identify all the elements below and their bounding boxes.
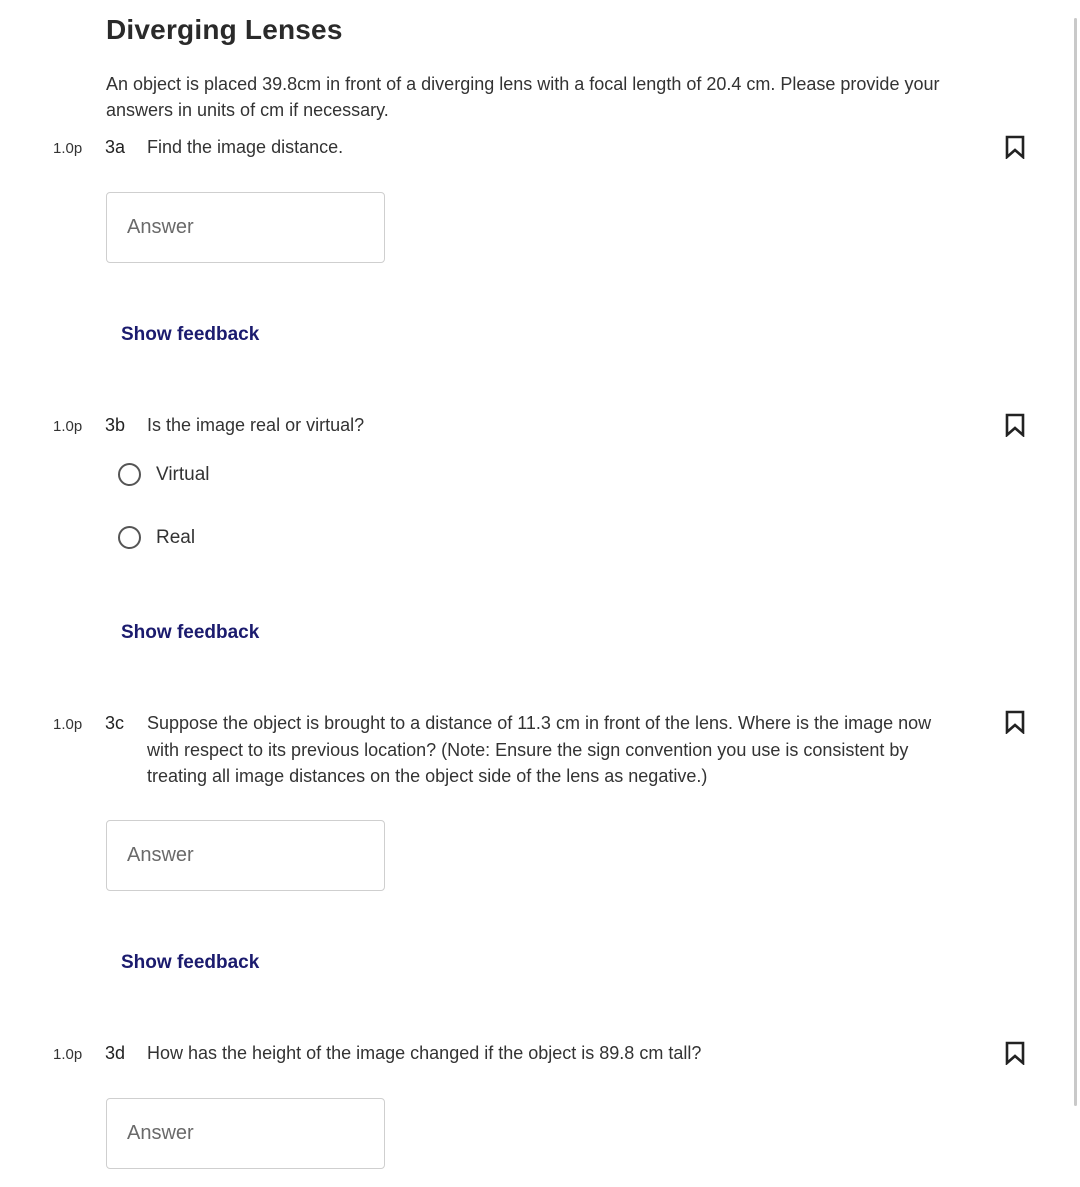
radio-button[interactable] bbox=[118, 526, 141, 549]
points-label: 1.0p bbox=[53, 140, 83, 157]
radio-option-virtual[interactable] bbox=[118, 463, 210, 486]
points-label: 1.0p bbox=[53, 716, 83, 733]
question-text: Suppose the object is brought to a distance of 11.3 cm in front of the lens. Where is the image now with respect to its previous location? (Note: Ensure the sign convention you use is consistent by treating all image distances on the object side of the lens as negative.) bbox=[147, 713, 932, 786]
answer-input[interactable] bbox=[106, 820, 385, 891]
radio-label: Virtual bbox=[156, 463, 210, 485]
problem-intro: An object is placed 39.8cm in front of a diverging lens with a focal length of 20.4 cm. Please provide your answers in units of cm if necessary. bbox=[106, 74, 940, 120]
bookmark-icon[interactable] bbox=[1004, 135, 1026, 159]
question-number: 3a bbox=[105, 137, 126, 157]
question-number: 3b bbox=[105, 415, 126, 435]
page-title: Diverging Lenses bbox=[106, 14, 343, 45]
bookmark-icon[interactable] bbox=[1004, 710, 1026, 734]
radio-button[interactable] bbox=[118, 463, 141, 486]
radio-label: Real bbox=[156, 526, 196, 548]
scrollbar[interactable] bbox=[1074, 18, 1077, 1106]
radio-option-real[interactable] bbox=[118, 526, 195, 549]
bookmark-icon[interactable] bbox=[1004, 1041, 1026, 1065]
question-number: 3c bbox=[105, 713, 125, 733]
question-number: 3d bbox=[105, 1043, 126, 1063]
show-feedback-link[interactable]: Show feedback bbox=[121, 952, 260, 973]
question-text: How has the height of the image changed if the object is 89.8 cm tall? bbox=[147, 1043, 702, 1063]
question-text: Is the image real or virtual? bbox=[147, 415, 365, 435]
question-text: Find the image distance. bbox=[147, 137, 344, 157]
answer-input[interactable] bbox=[106, 1098, 385, 1169]
points-label: 1.0p bbox=[53, 418, 83, 435]
points-label: 1.0p bbox=[53, 1046, 83, 1063]
bookmark-icon[interactable] bbox=[1004, 413, 1026, 437]
answer-input[interactable] bbox=[106, 192, 385, 263]
show-feedback-link[interactable]: Show feedback bbox=[121, 324, 260, 345]
show-feedback-link[interactable]: Show feedback bbox=[121, 622, 260, 643]
